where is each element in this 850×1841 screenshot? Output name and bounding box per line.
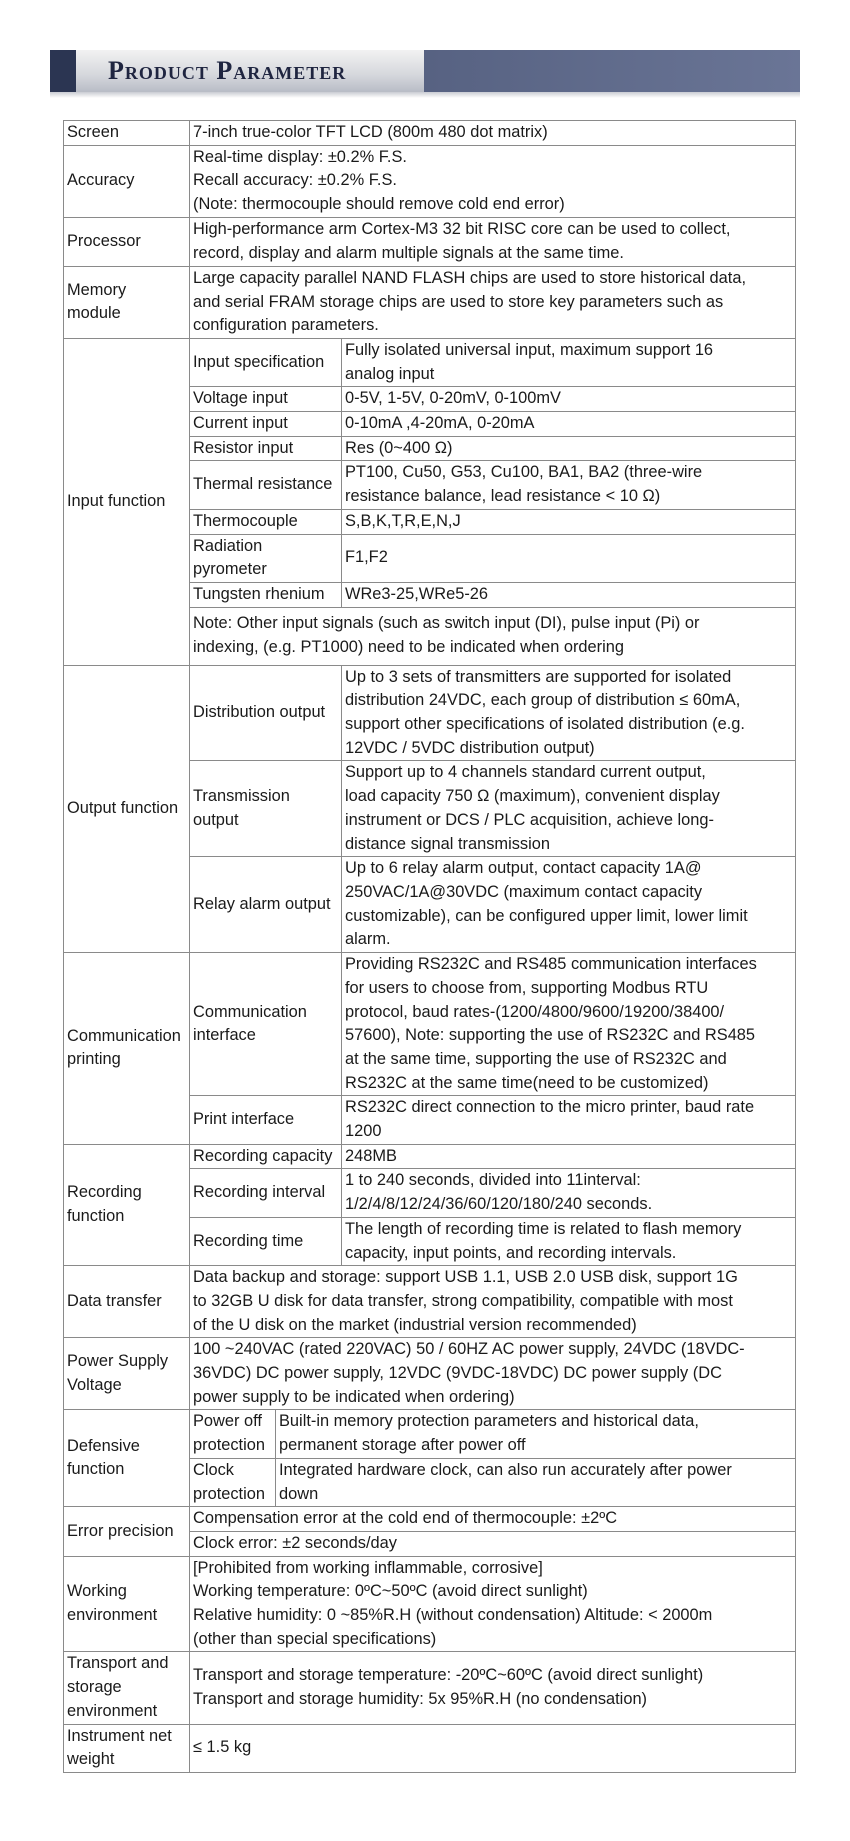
row-value: Transport and storage temperature: -20ºC~60ºC (avoid direct sunlight) Transport and storage humidity: 5x 95%R.H (no condensation)	[190, 1652, 796, 1724]
table-row	[64, 1556, 796, 1652]
sub-value: 0-5V, 1-5V, 0-20mV, 0-100mV	[342, 387, 796, 412]
sub-label: Recording interval	[190, 1169, 342, 1217]
sub-label: Power off protection	[190, 1410, 276, 1458]
row-label: Working environment	[64, 1556, 190, 1652]
row-label: Accuracy	[64, 145, 190, 217]
sub-label: Print interface	[190, 1096, 342, 1144]
row-label: Error precision	[64, 1507, 190, 1556]
row-value: 100 ~240VAC (rated 220VAC) 50 / 60HZ AC power supply, 24VDC (18VDC- 36VDC) DC power supply, 12VDC (9VDC-18VDC) DC power supply (DC power supply to be indicated when ordering)	[190, 1338, 796, 1410]
sub-label: Resistor input	[190, 436, 342, 461]
sub-value: F1,F2	[342, 534, 796, 582]
row-label: Defensive function	[64, 1410, 190, 1507]
sub-value: Fully isolated universal input, maximum support 16 analog input	[342, 338, 796, 386]
table-row	[64, 1507, 796, 1532]
row-label: Power Supply Voltage	[64, 1338, 190, 1410]
sub-label: Radiation pyrometer	[190, 534, 342, 582]
table-row	[64, 1144, 796, 1169]
row-label: Instrument net weight	[64, 1724, 190, 1772]
sub-value: Support up to 4 channels standard current output, load capacity 750 Ω (maximum), convenient display instrument or DCS / PLC acquisition, achieve long- distance signal transmission	[342, 761, 796, 857]
input-note: Note: Other input signals (such as switch input (DI), pulse input (Pi) or indexing, (e.g. PT1000) need to be indicated when ordering	[190, 607, 796, 665]
table-row	[64, 266, 796, 338]
table-row	[64, 1410, 796, 1458]
sub-label: Tungsten rhenium	[190, 582, 342, 607]
sub-value: Up to 6 relay alarm output, contact capacity 1A@ 250VAC/1A@30VDC (maximum contact capacity customizable), can be configured upper limit, lower limit alarm.	[342, 857, 796, 953]
section-header-banner	[50, 50, 800, 92]
table-row	[64, 953, 796, 1096]
row-label: Data transfer	[64, 1266, 190, 1338]
row-label: Communication printing	[64, 953, 190, 1145]
row-value: ≤ 1.5 kg	[190, 1724, 796, 1772]
row-label: Input function	[64, 338, 190, 665]
table-row	[64, 145, 796, 217]
sub-label: Transmission output	[190, 761, 342, 857]
row-value: Real-time display: ±0.2% F.S. Recall accuracy: ±0.2% F.S. (Note: thermocouple should remove cold end error)	[190, 145, 796, 217]
sub-label: Voltage input	[190, 387, 342, 412]
row-value: Large capacity parallel NAND FLASH chips are used to store historical data, and serial FRAM storage chips are used to store key parameters such as configuration parameters.	[190, 266, 796, 338]
section-title: Product Parameter	[108, 56, 347, 85]
row-label: Processor	[64, 217, 190, 266]
table-row	[64, 665, 796, 761]
sub-value: WRe3-25,WRe5-26	[342, 582, 796, 607]
row-label: Screen	[64, 121, 190, 146]
sub-value: 0-10mA ,4-20mA, 0-20mA	[342, 412, 796, 437]
row-label: Memory module	[64, 266, 190, 338]
sub-value: RS232C direct connection to the micro printer, baud rate 1200	[342, 1096, 796, 1144]
sub-label: Clock protection	[190, 1458, 276, 1506]
sub-label: Thermal resistance	[190, 461, 342, 509]
table-row	[64, 121, 796, 146]
sub-value: Up to 3 sets of transmitters are supported for isolated distribution 24VDC, each group of distribution ≤ 60mA, support other specifications of isolated distribution (e.g. 12VDC / 5VDC distribution output)	[342, 665, 796, 761]
table-row	[64, 1724, 796, 1772]
sub-label: Current input	[190, 412, 342, 437]
row-value: Data backup and storage: support USB 1.1, USB 2.0 USB disk, support 1G to 32GB U disk for data transfer, strong compatibility, compatible with most of the U disk on the market (industrial version recommended)	[190, 1266, 796, 1338]
sub-label: Input specification	[190, 338, 342, 386]
table-row	[64, 1266, 796, 1338]
table-row	[64, 1652, 796, 1724]
row-value: High-performance arm Cortex-M3 32 bit RISC core can be used to collect, record, display and alarm multiple signals at the same time.	[190, 217, 796, 266]
table-row	[64, 217, 796, 266]
row-label: Output function	[64, 665, 190, 952]
sub-value: Built-in memory protection parameters and historical data, permanent storage after power off	[276, 1410, 796, 1458]
row-label: Transport and storage environment	[64, 1652, 190, 1724]
row-value: Clock error: ±2 seconds/day	[190, 1531, 796, 1556]
sub-label: Recording time	[190, 1217, 342, 1265]
banner-accent	[50, 50, 76, 92]
row-value: [Prohibited from working inflammable, corrosive] Working temperature: 0ºC~50ºC (avoid direct sunlight) Relative humidity: 0 ~85%R.H (without condensation) Altitude: < 2000m (other than special specifications)	[190, 1556, 796, 1652]
row-value: 7-inch true-color TFT LCD (800m 480 dot matrix)	[190, 121, 796, 146]
sub-value: S,B,K,T,R,E,N,J	[342, 509, 796, 534]
sub-value: PT100, Cu50, G53, Cu100, BA1, BA2 (three-wire resistance balance, lead resistance < 10 Ω)	[342, 461, 796, 509]
row-label: Recording function	[64, 1144, 190, 1266]
sub-label: Distribution output	[190, 665, 342, 761]
sub-value: Integrated hardware clock, can also run accurately after power down	[276, 1458, 796, 1506]
sub-label: Communication interface	[190, 953, 342, 1096]
sub-value: Res (0~400 Ω)	[342, 436, 796, 461]
table-row	[64, 338, 796, 386]
table-row	[64, 1338, 796, 1410]
sub-label: Thermocouple	[190, 509, 342, 534]
sub-value: Providing RS232C and RS485 communication interfaces for users to choose from, supporting Modbus RTU protocol, baud rates-(1200/4800/9600/19200/38400/ 57600), Note: supporting the use of RS232C and RS485 at the same time, supporting the use of RS232C and RS232C at the same time(need to be customized)	[342, 953, 796, 1096]
product-parameter-table	[63, 120, 796, 1773]
row-value: Compensation error at the cold end of thermocouple: ±2ºC	[190, 1507, 796, 1532]
sub-value: 1 to 240 seconds, divided into 11interval: 1/2/4/8/12/24/36/60/120/180/240 seconds.	[342, 1169, 796, 1217]
sub-label: Relay alarm output	[190, 857, 342, 953]
sub-value: The length of recording time is related to flash memory capacity, input points, and recording intervals.	[342, 1217, 796, 1265]
banner-shadow	[50, 92, 800, 98]
sub-label: Recording capacity	[190, 1144, 342, 1169]
sub-value: 248MB	[342, 1144, 796, 1169]
